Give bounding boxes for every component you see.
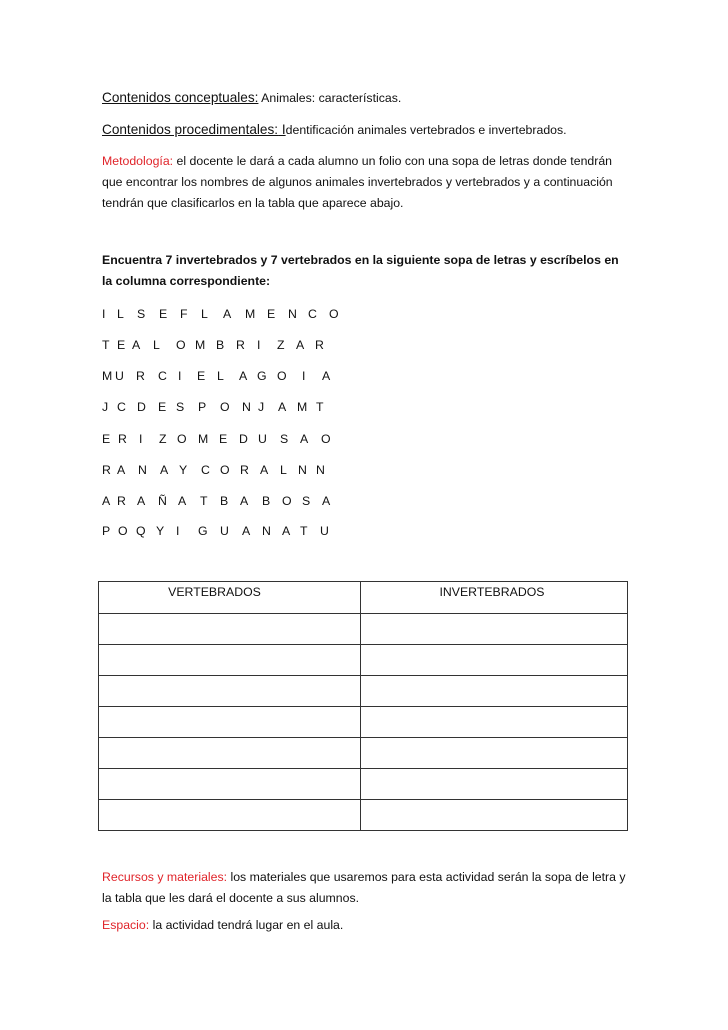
word-search-letter: O (176, 338, 186, 352)
word-search-letter: S (137, 307, 146, 321)
vertebrado-cell[interactable] (99, 769, 361, 800)
vertebrado-cell[interactable] (99, 676, 361, 707)
word-search-letter: M (195, 338, 206, 352)
word-search-letter: R (240, 463, 249, 477)
word-search-row (102, 398, 362, 416)
word-search-letter: L (280, 463, 287, 477)
word-search-letter: A (102, 494, 111, 508)
word-search-letter: I (178, 369, 182, 383)
vertebrado-cell[interactable] (99, 645, 361, 676)
word-search-letter: A (282, 524, 291, 538)
word-search-letter: U (258, 432, 267, 446)
word-search-letter: A (160, 463, 169, 477)
word-search-letter: E (197, 369, 206, 383)
word-search-letter: C (158, 369, 167, 383)
word-search-letter: A (260, 463, 269, 477)
word-search-letter: M (297, 400, 308, 414)
procedural-contents-first-letter: I (278, 122, 286, 137)
vertebrado-cell[interactable] (99, 707, 361, 738)
word-search-letter: O (220, 463, 230, 477)
word-search-letter: E (267, 307, 276, 321)
word-search-letter: C (117, 400, 126, 414)
procedural-contents-label: Contenidos procedimentales: (102, 122, 279, 137)
resources-paragraph (102, 867, 632, 909)
word-search-letter: N (298, 463, 307, 477)
word-search-row (102, 461, 362, 479)
table-row (99, 738, 628, 769)
word-search-letter: N (316, 463, 325, 477)
word-search-letter: M (198, 432, 209, 446)
instruction-text: Encuentra 7 invertebrados y 7 vertebrados en la siguiente sopa de letras y escríbelos en la columna correspondiente: (102, 253, 619, 288)
table-row (99, 645, 628, 676)
word-search-letter: A (240, 494, 249, 508)
word-search-row (102, 522, 362, 540)
methodology-label: Metodología: (102, 154, 174, 168)
word-search-letter: F (180, 307, 188, 321)
table-row (99, 800, 628, 831)
word-search-letter: A (300, 432, 309, 446)
word-search-row (102, 492, 362, 510)
word-search-letter: L (153, 338, 160, 352)
table-row (99, 614, 628, 645)
methodology-paragraph (102, 151, 632, 214)
word-search-letter: A (278, 400, 287, 414)
word-search-letter: P (198, 400, 207, 414)
word-search-letter: B (216, 338, 225, 352)
word-search-letter: O (277, 369, 287, 383)
word-search-letter: N (262, 524, 271, 538)
conceptual-contents-label: Contenidos conceptuales: (102, 90, 259, 105)
table-row (99, 676, 628, 707)
invertebrado-cell[interactable] (361, 800, 628, 831)
word-search-letter: Z (159, 432, 167, 446)
table-header-row (99, 582, 628, 614)
word-search-letter: T (102, 338, 110, 352)
vertebrado-cell[interactable] (99, 738, 361, 769)
word-search-letter: U (320, 524, 329, 538)
word-search-letter: A (117, 463, 126, 477)
word-search-letter: E (159, 307, 168, 321)
word-search-letter: A (242, 524, 251, 538)
word-search-letter: O (282, 494, 292, 508)
word-search-letter: I (176, 524, 180, 538)
word-search-letter: Y (156, 524, 165, 538)
word-search-row (102, 367, 362, 385)
word-search-letter: R (117, 494, 126, 508)
word-search-letter: A (322, 494, 331, 508)
word-search-letter: Ñ (158, 494, 167, 508)
procedural-contents-line (102, 120, 567, 140)
word-search-letter: M (102, 369, 113, 383)
word-search-letter: N (138, 463, 147, 477)
word-search-letter: E (102, 432, 111, 446)
word-search-letter: L (217, 369, 224, 383)
invertebrado-cell[interactable] (361, 676, 628, 707)
word-search-letter: A (132, 338, 141, 352)
word-search-letter: D (239, 432, 248, 446)
word-search-letter: I (102, 307, 106, 321)
word-search-letter: O (329, 307, 339, 321)
word-search-letter: G (198, 524, 208, 538)
word-search-letter: J (102, 400, 109, 414)
table-row (99, 769, 628, 800)
word-search-letter: P (102, 524, 111, 538)
word-search-letter: A (223, 307, 232, 321)
table-row (99, 707, 628, 738)
word-search-letter: I (139, 432, 143, 446)
word-search-letter: G (257, 369, 267, 383)
space-label: Espacio: (102, 918, 150, 932)
conceptual-contents-line (102, 88, 401, 108)
word-search-letter: C (201, 463, 210, 477)
invertebrado-cell[interactable] (361, 645, 628, 676)
methodology-text: el docente le dará a cada alumno un folio con una sopa de letras donde tendrán que encontrar los nombres de algunos animales invertebrados y vertebrados y a continuación tendrán que clasificarlos en la tabla que aparece abajo. (102, 154, 613, 210)
invertebrado-cell[interactable] (361, 738, 628, 769)
invertebrado-cell[interactable] (361, 769, 628, 800)
invertebrado-cell[interactable] (361, 707, 628, 738)
word-search-letter: D (137, 400, 146, 414)
word-search-letter: A (239, 369, 248, 383)
word-search-letter: U (115, 369, 124, 383)
word-search-letter: B (262, 494, 271, 508)
word-search-letter: S (280, 432, 289, 446)
word-search-letter: A (296, 338, 305, 352)
word-search-letter: M (245, 307, 256, 321)
invertebrados-header (361, 582, 628, 614)
word-search-letter: A (322, 369, 331, 383)
space-paragraph (102, 915, 632, 936)
word-search-letter: L (201, 307, 208, 321)
word-search-letter: N (242, 400, 251, 414)
resources-text: los materiales que usaremos para esta actividad serán la sopa de letra y la tabla que les dará el docente a sus alumnos. (102, 870, 626, 905)
word-search-letter: S (176, 400, 185, 414)
word-search-letter: T (300, 524, 308, 538)
invertebrado-cell[interactable] (361, 614, 628, 645)
word-search-letter: R (136, 369, 145, 383)
word-search-row (102, 430, 362, 448)
vertebrados-header (99, 582, 361, 614)
word-search-letter: I (302, 369, 306, 383)
vertebrado-cell[interactable] (99, 800, 361, 831)
word-search-letter: B (220, 494, 229, 508)
word-search-letter: N (288, 307, 297, 321)
word-search-letter: Z (277, 338, 285, 352)
vertebrado-cell[interactable] (99, 614, 361, 645)
word-search-letter: C (308, 307, 317, 321)
space-text: la actividad tendrá lugar en el aula. (149, 918, 344, 932)
word-search-letter: U (220, 524, 229, 538)
word-search-letter: O (177, 432, 187, 446)
conceptual-contents-text: Animales: características. (258, 91, 402, 105)
word-search-letter: E (117, 338, 126, 352)
word-search-row (102, 336, 362, 354)
word-search-letter: R (118, 432, 127, 446)
word-search-letter: O (118, 524, 128, 538)
word-search-letter: A (178, 494, 187, 508)
word-search-letter: O (220, 400, 230, 414)
resources-label: Recursos y materiales: (102, 870, 228, 884)
word-search-letter: R (236, 338, 245, 352)
word-search-letter: R (315, 338, 324, 352)
invertebrados-header-label: INVERTEBRADOS (439, 585, 545, 599)
word-search-letter: R (102, 463, 111, 477)
vertebrados-header-label: VERTEBRADOS (168, 585, 261, 599)
word-search-letter: I (257, 338, 261, 352)
procedural-contents-text: dentificación animales vertebrados e invertebrados. (285, 123, 567, 137)
word-search-letter: Q (136, 524, 146, 538)
word-search-row (102, 305, 362, 323)
word-search-letter: Y (179, 463, 188, 477)
word-search-letter: L (117, 307, 124, 321)
table-body (99, 614, 628, 831)
word-search-letter: T (316, 400, 324, 414)
word-search-letter: E (219, 432, 228, 446)
word-search-letter: E (158, 400, 167, 414)
word-search-letter: O (321, 432, 331, 446)
word-search-letter: A (137, 494, 146, 508)
word-search-letter: S (302, 494, 311, 508)
word-search-letter: T (200, 494, 208, 508)
classification-table (98, 581, 628, 831)
word-search-letter: J (258, 400, 265, 414)
